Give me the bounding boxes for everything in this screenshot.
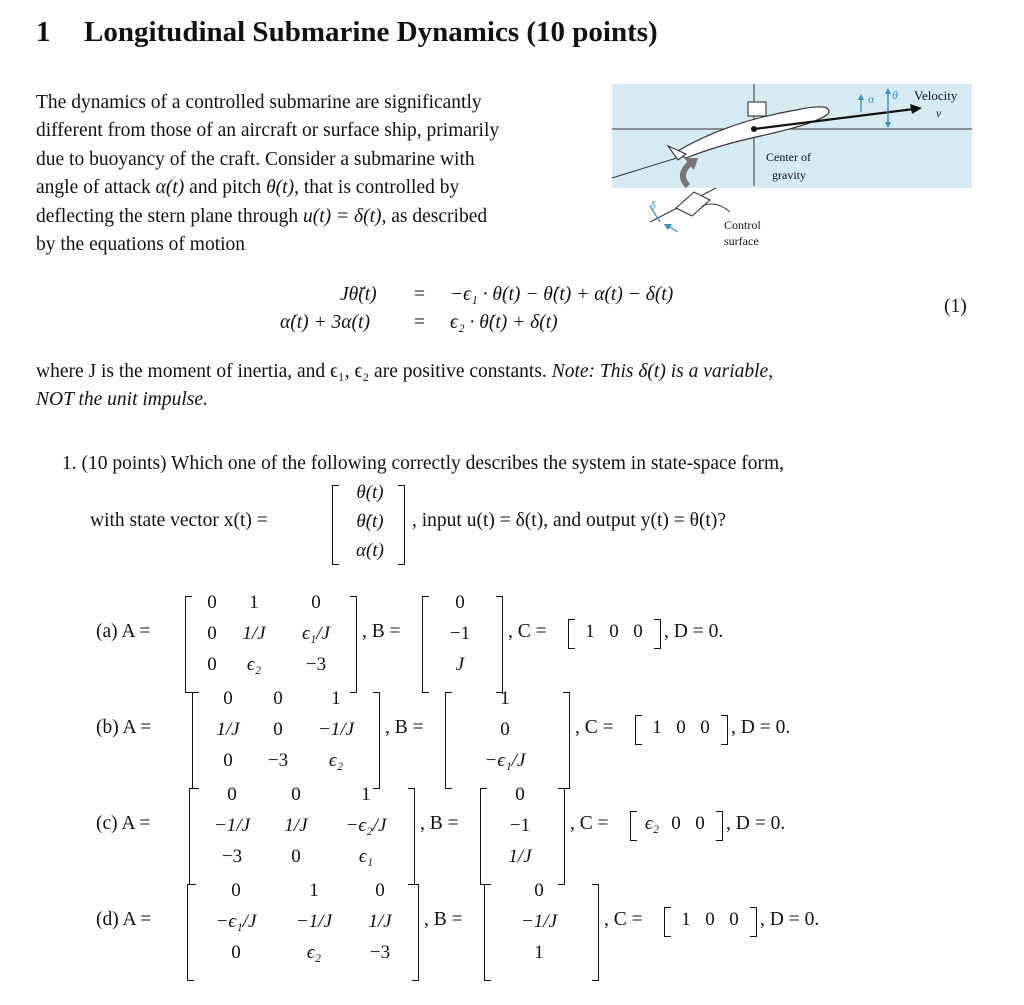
matrix-b-bracket-right (496, 596, 503, 693)
matrix-b-entry: 0 (534, 880, 544, 901)
delta-symbol: δ (650, 198, 656, 212)
eq1-lhs: Jθ̈(t) (340, 284, 377, 305)
matrix-c-entry: ϵ₂ (644, 813, 660, 834)
matrix-a-entry: 0 (207, 623, 217, 644)
state-entry: θ̇(t) (356, 511, 384, 532)
where-note-2: NOT the unit impulse. (36, 389, 208, 410)
matrix-a-entry: −1/J (295, 911, 333, 932)
matrix-a-entry: −3 (369, 942, 391, 963)
state-entry: θ(t) (356, 482, 384, 503)
matrix-a-bracket-right (412, 884, 419, 981)
matrix-a-entry: ϵ₁ (358, 846, 374, 867)
intro-line-2: different from those of an aircraft or surface ship, primarily (36, 120, 500, 142)
matrix-b-bracket-right (592, 884, 599, 981)
matrix-b-entry: J (455, 654, 465, 675)
intro-line-4: angle of attack α(t) and pitch θ(t), that is controlled by (36, 177, 460, 199)
velocity-symbol: v (936, 106, 942, 120)
control-surface (676, 192, 710, 216)
matrix-a-entry: 1 (249, 592, 259, 613)
matrix-a-bracket-left (189, 788, 196, 885)
matrix-a-entry: ϵ₂ (306, 942, 322, 963)
control-label-2: surface (724, 234, 759, 248)
matrix-c-entry: 0 (729, 909, 739, 930)
matrix-c-entry: 0 (609, 621, 619, 642)
state-bracket-left (332, 485, 339, 565)
theta-symbol: θ (892, 88, 898, 102)
eq1-equals: = (414, 284, 425, 305)
option-label: (c) A = (96, 813, 151, 834)
matrix-c-entry: 1 (681, 909, 691, 930)
matrix-a-entry: 1/J (216, 719, 240, 740)
alpha-symbol: α (868, 92, 875, 106)
matrix-b-entry: 0 (500, 719, 510, 740)
cog-label-1: Center of (766, 150, 811, 164)
matrix-a-entry: 0 (207, 592, 217, 613)
matrix-a-entry: 1/J (242, 623, 266, 644)
matrix-b-entry: −1 (449, 623, 471, 644)
submarine-figure (606, 82, 982, 258)
matrix-b-label: , B = (385, 717, 424, 738)
intro-line-5: deflecting the stern plane through u(t) = δ(t), as described (36, 205, 488, 227)
matrix-c-label: , C = (604, 909, 643, 930)
matrix-c-entry: 0 (676, 717, 686, 738)
control-label-1: Control (724, 218, 761, 232)
matrix-c-entry: 1 (652, 717, 662, 738)
matrix-c-entry: 0 (700, 717, 710, 738)
matrix-c-entry: 0 (705, 909, 715, 930)
cog-label-2: gravity (772, 168, 806, 182)
matrix-b-bracket-left (484, 884, 491, 981)
matrix-a-entry: ϵ₁/J (302, 623, 330, 644)
matrix-a-entry: 0 (223, 750, 233, 771)
matrix-a-bracket-right (373, 692, 380, 789)
matrix-a-entry: 0 (223, 688, 233, 709)
matrix-a-entry: 0 (291, 784, 301, 805)
matrix-d-text: , D = 0. (731, 717, 791, 738)
intro-line-6: by the equations of motion (36, 234, 246, 256)
matrix-b-label: , B = (424, 909, 463, 930)
question-text: 1. (10 points) Which one of the following correctly describes the system in state-space form, (62, 453, 785, 474)
matrix-a-bracket-left (192, 692, 199, 789)
matrix-a-entry: 1/J (284, 815, 308, 836)
matrix-a-entry: 0 (231, 880, 241, 901)
matrix-b-entry: 0 (455, 592, 465, 613)
matrix-a-entry: ϵ₂ (246, 654, 262, 675)
matrix-b-bracket-right (558, 788, 565, 885)
option-label: (a) A = (96, 621, 151, 642)
equation-number: (1) (944, 296, 967, 317)
matrix-c-label: , C = (508, 621, 547, 642)
matrix-c-entry: 0 (671, 813, 681, 834)
where-text: where J is the moment of inertia, and ϵ₁, ϵ₂ are positive constants. (36, 361, 552, 382)
matrix-c-bracket-right (721, 715, 728, 745)
matrix-c-entry: 0 (695, 813, 705, 834)
intro-line-3: due to buoyancy of the craft. Consider a submarine with (36, 148, 475, 170)
matrix-a-entry: 0 (273, 719, 283, 740)
eq2-lhs: α̇(t) + 3α(t) (280, 312, 370, 333)
state-vector-prefix: with state vector x(t) = (90, 510, 268, 531)
state-bracket-right (398, 485, 405, 565)
matrix-a-entry: −ϵ₂/J (345, 815, 387, 836)
matrix-a-entry: 1 (331, 688, 341, 709)
matrix-a-entry: 0 (231, 942, 241, 963)
eq2-equals: = (414, 312, 425, 333)
matrix-c-bracket-right (750, 907, 757, 937)
matrix-b-entry: −1 (509, 815, 531, 836)
matrix-a-entry: −1/J (317, 719, 355, 740)
matrix-a-bracket-right (350, 596, 357, 693)
option-label: (d) A = (96, 909, 152, 930)
intro-paragraph (36, 89, 592, 259)
matrix-a-entry: 0 (273, 688, 283, 709)
matrix-a-entry: 1 (361, 784, 371, 805)
matrix-c-bracket-left (664, 907, 671, 937)
matrix-a-entry: −ϵ₁/J (215, 911, 257, 932)
matrix-a-entry: 1/J (368, 911, 392, 932)
matrix-c-label: , C = (575, 717, 614, 738)
matrix-b-bracket-left (445, 692, 452, 789)
matrix-a-entry: 1 (309, 880, 319, 901)
matrix-c-entry: 1 (585, 621, 595, 642)
matrix-a-entry: −3 (221, 846, 243, 867)
matrix-d-text: , D = 0. (726, 813, 786, 834)
matrix-a-bracket-left (187, 884, 194, 981)
matrix-a-entry: 0 (311, 592, 321, 613)
velocity-label: Velocity (914, 88, 958, 103)
matrix-b-label: , B = (420, 813, 459, 834)
matrix-b-entry: 1 (500, 688, 510, 709)
matrix-a-bracket-right (408, 788, 415, 885)
matrix-a-entry: −1/J (213, 815, 251, 836)
matrix-a-entry: 0 (291, 846, 301, 867)
matrix-c-bracket-right (716, 811, 723, 841)
matrix-a-entry: 0 (375, 880, 385, 901)
matrix-c-bracket-left (635, 715, 642, 745)
option-label: (b) A = (96, 717, 152, 738)
state-entry: α(t) (356, 540, 384, 561)
section-title: Longitudinal Submarine Dynamics (10 points) (84, 16, 658, 48)
matrix-a-entry: ϵ₂ (328, 750, 344, 771)
matrix-c-bracket-right (654, 619, 661, 649)
matrix-d-text: , D = 0. (760, 909, 820, 930)
where-paragraph (36, 358, 972, 414)
conning-tower (748, 102, 766, 116)
matrix-b-entry: 1 (534, 942, 544, 963)
where-note: Note: This δ(t) is a variable, (551, 361, 774, 382)
matrix-c-bracket-left (568, 619, 575, 649)
matrix-d-text: , D = 0. (664, 621, 724, 642)
matrix-b-bracket-right (563, 692, 570, 789)
intro-line-1: The dynamics of a controlled submarine are significantly (36, 92, 482, 113)
eq2-rhs: ϵ₂ · θ̇(t) + δ(t) (450, 312, 558, 333)
matrix-a-entry: −3 (267, 750, 289, 771)
matrix-a-entry: 0 (227, 784, 237, 805)
matrix-b-entry: −ϵ₁/J (484, 750, 526, 771)
matrix-b-entry: −1/J (520, 911, 558, 932)
matrix-c-label: , C = (570, 813, 609, 834)
matrix-b-bracket-left (422, 596, 429, 693)
matrix-a-entry: −3 (305, 654, 327, 675)
matrix-a-bracket-left (185, 596, 192, 693)
state-vector-suffix: , input u(t) = δ(t), and output y(t) = θ(t)? (412, 510, 726, 531)
matrix-b-bracket-left (480, 788, 487, 885)
matrix-c-entry: 0 (633, 621, 643, 642)
eq1-rhs: −ϵ₁ · θ(t) − θ̇(t) + α(t) − δ(t) (450, 284, 674, 305)
matrix-b-label: , B = (362, 621, 401, 642)
matrix-c-bracket-left (630, 811, 637, 841)
matrix-a-entry: 0 (207, 654, 217, 675)
section-number: 1 (36, 16, 51, 48)
matrix-b-entry: 0 (515, 784, 525, 805)
matrix-b-entry: 1/J (508, 846, 532, 867)
